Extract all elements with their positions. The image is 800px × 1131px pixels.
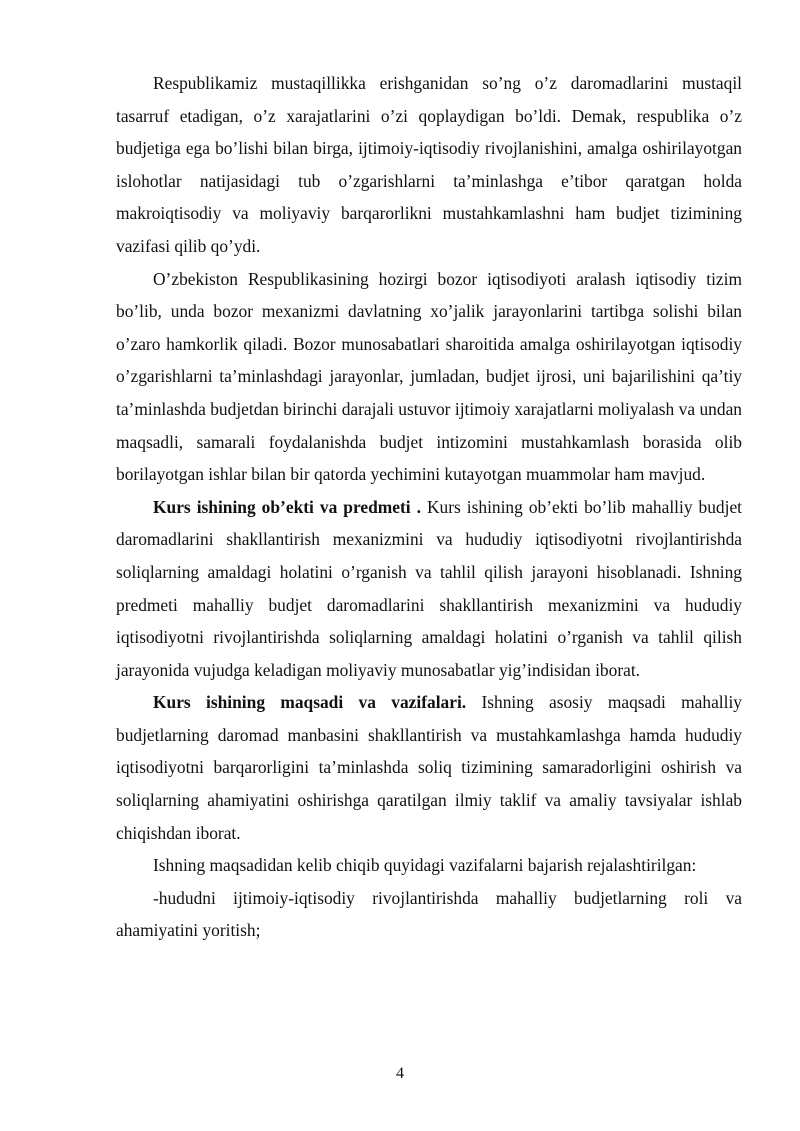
paragraph-independence bbox=[116, 67, 742, 263]
paragraph-tasks-intro bbox=[116, 849, 742, 882]
paragraph-text: Ishning maqsadidan kelib chiqib quyidagi vazifalarni bajarish rejalashtirilgan: bbox=[153, 855, 697, 876]
paragraph-goals-tasks bbox=[116, 686, 742, 849]
paragraph-lead-object-subject: Kurs ishining ob’ekti va predmeti . bbox=[153, 496, 421, 517]
paragraph-text: Kurs ishining ob’ekti bo’lib mahalliy budjet daromadlarini shakllantirish mexanizmini va hududiy iqtisodiyotni rivojlantirishda soliqlarning amaldagi holatini o’rganish va tahlil qilish jarayoni hisoblanadi. Ishning predmeti mahalliy budjet daromadlarini shakllantirish mexanizmini va hududiy iqtisodiyotni rivojlantirishda soliqlarning amaldagi holatini o’rganish va tahlil qilish jarayonida vujudga keladigan moliyaviy munosabatlar yig’indisidan iborat. bbox=[116, 496, 742, 680]
paragraph-text: O’zbekiston Respublikasining hozirgi bozor iqtisodiyoti aralash iqtisodiy tizim bo’lib, unda bozor mexanizmi davlatning xo’jalik jarayonlarini tartibga solishi bilan o’zaro hamkorlik qiladi. Bozor munosabatlari sharoitida amalga oshirilayotgan iqtisodiy o’zgarishlarni ta’minlashdagi jarayonlar, jumladan, budjet ijrosi, uni bajarilishini qa’tiy ta’minlashda budjetdan birinchi darajali ustuvor ijtimoiy xarajatlarni moliyalash va undan maqsadli, samarali foydalanishda budjet intizomini mustahkamlash borasida olib borilayotgan ishlar bilan bir qatorda yechimini kutayotgan muammolar ham mavjud. bbox=[116, 268, 742, 485]
paragraph-lead-goals-tasks: Kurs ishining maqsadi va vazifalari. bbox=[153, 692, 467, 713]
paragraph-text: -hududni ijtimoiy-iqtisodiy rivojlantirishda mahalliy budjetlarning roli va ahamiyatini yoritish; bbox=[116, 887, 742, 941]
document-body bbox=[116, 67, 742, 947]
paragraph-text: Ishning asosiy maqsadi mahalliy budjetlarning daromad manbasini shakllantirish va mustahkamlashga hamda hududiy iqtisodiyotni barqarorligini ta’minlashda soliq tizimining samaradorligini oshirish va soliqlarning ahamiyatini oshirishga qaratilgan ilmiy taklif va amaliy tavsiyalar ishlab chiqishdan iborat. bbox=[116, 692, 742, 843]
page-number: 4 bbox=[396, 1065, 404, 1082]
paragraph-market-economy bbox=[116, 263, 742, 491]
paragraph-task-item bbox=[116, 882, 742, 947]
paragraph-text: Respublikamiz mustaqillikka erishganidan so’ng o’z daromadlarini mustaqil tasarruf etadigan, o’z xarajatlarini o’zi qoplaydigan bo’ldi. Demak, respublika o’z budjetiga ega bo’lishi bilan birga, ijtimoiy-iqtisodiy rivojlanishini, amalga oshirilayotgan islohotlar natijasidagi tub o’zgarishlarni ta’minlashga e’tibor qaratgan holda makroiqtisodiy va moliyaviy barqarorlikni mustahkamlashni ham budjet tizimining vazifasi qilib qo’ydi. bbox=[116, 73, 742, 256]
paragraph-object-subject bbox=[116, 491, 742, 687]
